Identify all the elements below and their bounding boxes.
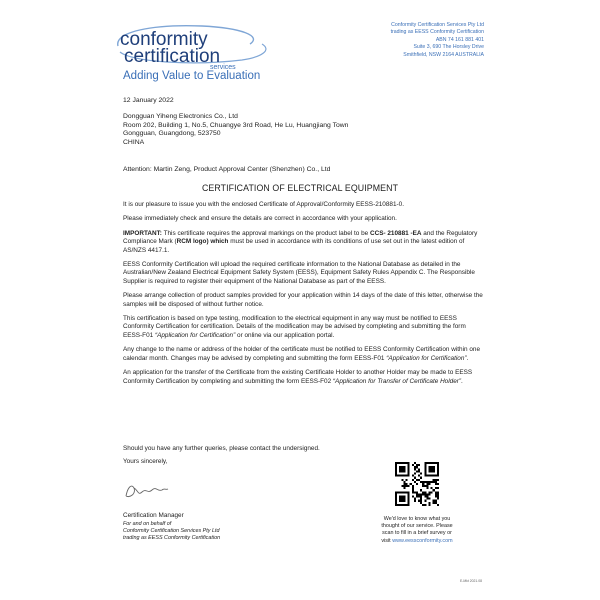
paragraph <box>123 346 483 363</box>
attention-line: Attention: Martin Zeng, Product Approval Center (Shenzhen) Co., Ltd <box>123 166 331 173</box>
text-run: This certificate requires the approval markings on the product label to be <box>161 229 370 237</box>
signature-icon <box>122 478 182 502</box>
document-title: CERTIFICATION OF ELECTRICAL EQUIPMENT <box>201 183 399 193</box>
company-line: Conformity Certification Services Pty Ltd <box>391 22 484 28</box>
survey-url-link[interactable]: www.eessconformity.com <box>392 537 453 544</box>
text-run: must be used in accordance with its conditions of use set out in the latest edition of AS/NZS 4417.1. <box>123 238 465 254</box>
letter-body <box>123 201 483 392</box>
text-run: . <box>461 377 463 385</box>
form-name: “Application for Transfer of Certificate Holder” <box>332 377 462 385</box>
survey-url-line <box>362 538 472 545</box>
paragraph: Please arrange collection of product samples provided for your application within 14 days of the date of this letter, otherwise the samples will be disposed of without further notice. <box>123 292 483 308</box>
paragraph <box>123 315 483 340</box>
form-name: “Application for Certification” <box>386 354 467 362</box>
survey-line: We'd love to know what you <box>383 516 451 522</box>
survey-note <box>362 516 472 545</box>
company-details <box>324 22 484 59</box>
rcm-logo-text: RCM logo) which <box>176 238 229 246</box>
text-run: Any change to the name or address of the holder of the certificate must be notified to EESS Conformity Certification within one calendar month. Changes may be advised by completing and submitting the form EESS-F01 <box>123 346 481 362</box>
signatory-line: Conformity Certification Services Pty Ltd <box>123 527 220 534</box>
company-line: Suite 3, 690 The Horsley Drive <box>413 44 484 51</box>
qr-code-icon[interactable] <box>395 462 439 506</box>
company-line: ABN 74 161 881 401 <box>435 36 484 43</box>
address-line: Room 202, Building 1, No.5, Chuangye 3rd Road, He Lu, Huangjiang Town <box>123 121 349 129</box>
address-line: CHINA <box>123 138 145 146</box>
company-line: trading as EESS Conformity Certification <box>390 29 484 36</box>
recipient-address <box>123 113 348 147</box>
logo-line2: certification <box>124 46 221 67</box>
text-run: and the Regulatory Compliance Mark ( <box>123 229 478 246</box>
survey-url-prefix: visit <box>381 537 393 544</box>
company-line: Smithfield, NSW 2164 AUSTRALIA <box>403 51 484 58</box>
important-label: IMPORTANT: <box>123 229 162 237</box>
closing-queries: Should you have any further queries, please contact the undersigned. <box>123 445 320 452</box>
text-run: This certification is based on type testing, modification to the electrical equipment in any way must be notified to EESS Conformity Certification for certification. Details of the modification may be advised by completing and submitting the form EESS-F01 <box>123 315 466 339</box>
text-run: An application for the transfer of the Certificate from the existing Certificate Holder to another Holder may be made to EESS Conformity Certification by completing and submitting the form EESS-F02 <box>123 369 473 385</box>
tagline: Adding Value to Evaluation <box>123 70 261 82</box>
text-run: . <box>466 354 469 362</box>
signature-block <box>123 512 220 542</box>
paragraph: Please immediately check and ensure the details are correct in accordance with your application. <box>123 215 397 223</box>
survey-line: scan to fill in a brief survey or <box>382 530 452 537</box>
logo-line3: services <box>210 64 236 71</box>
signatory-role: Certification Manager <box>123 512 184 519</box>
logo-line1: conformity <box>120 29 208 50</box>
form-name: “Application for Certification” <box>154 331 236 339</box>
closing-sincerely: Yours sincerely, <box>123 458 168 465</box>
signatory-line: trading as EESS Conformity Certification <box>123 534 221 541</box>
survey-line: thought of our service. Please <box>381 523 453 530</box>
letter-date: 12 January 2022 <box>123 97 174 104</box>
footer-code: E-Mkt 2021.08 <box>459 579 482 583</box>
text-run: or online via our application portal. <box>235 331 335 339</box>
paragraph: It is our pleasure to issue you with the enclosed Certificate of Approval/Conformity EESS-210881-0. <box>123 201 404 208</box>
paragraph-important <box>123 230 483 255</box>
address-line: Dongguan Yiheng Electronics Co., Ltd <box>123 113 238 120</box>
signatory-line: For and on behalf of <box>123 520 172 527</box>
approval-marking: CCS- 210881 -EA <box>369 229 422 237</box>
paragraph: EESS Conformity Certification will upload the required certificate information to the National Database as detailed in the Australian/New Zealand Electrical Equipment Safety System (EESS), Equipment Safety Rules Appendix C. The Responsible Supplier is required to register their equipment of the National Database as part of the EESS. <box>123 261 475 285</box>
address-line: Gongguan, Guangdong, 523750 <box>123 130 221 138</box>
paragraph <box>123 369 483 386</box>
